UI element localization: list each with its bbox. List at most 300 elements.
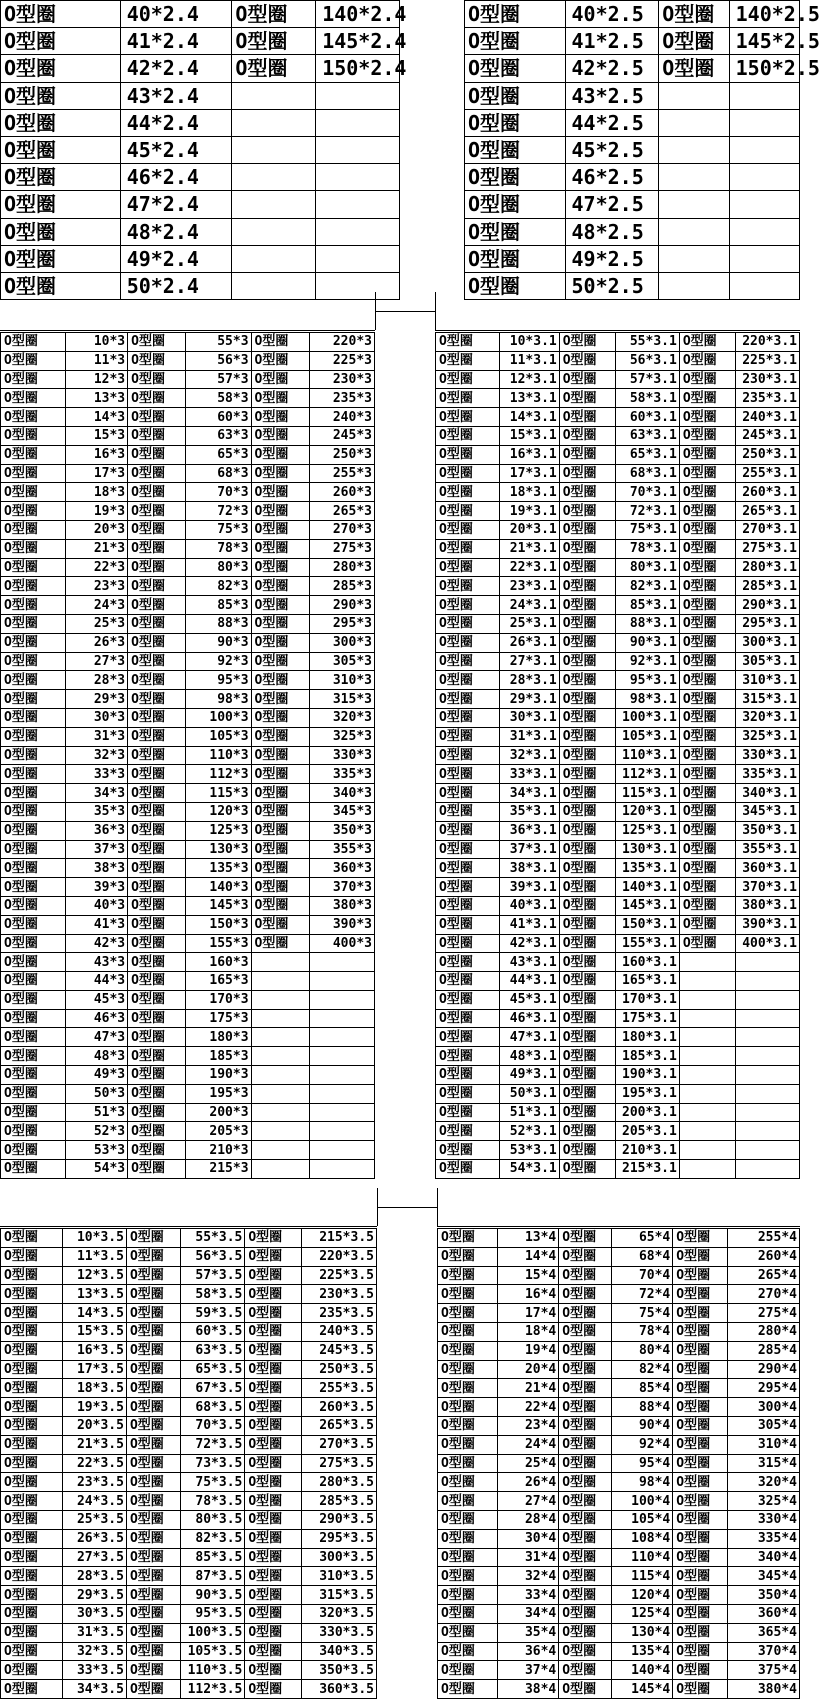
table-row [1, 1586, 377, 1605]
ring-type-cell: O型圈 [128, 1066, 186, 1085]
ring-type-cell: O型圈 [251, 821, 309, 840]
ring-type-cell: O型圈 [126, 1492, 181, 1511]
table-row [436, 464, 800, 483]
ring-type-cell: O型圈 [251, 633, 309, 652]
size-cell: 130*3 [186, 840, 251, 859]
ring-type-cell: O型圈 [245, 1322, 301, 1341]
size-cell: 350*3.1 [736, 821, 800, 840]
size-cell: 40*3 [66, 896, 128, 915]
size-cell: 150*3 [186, 915, 251, 934]
table-row [438, 1360, 800, 1379]
table-row [1, 520, 375, 539]
ring-type-cell: O型圈 [559, 727, 615, 746]
ring-type-cell: O型圈 [1, 1492, 63, 1511]
ring-type-cell: O型圈 [673, 1642, 727, 1661]
size-cell: 105*3.5 [181, 1642, 245, 1661]
table-row [1, 539, 375, 558]
size-cell: 340*3.5 [301, 1642, 376, 1661]
ring-type-cell: O型圈 [128, 765, 186, 784]
ring-type-cell: O型圈 [436, 1141, 500, 1160]
size-cell: 88*3 [186, 614, 251, 633]
ring-type-cell: O型圈 [1, 1529, 63, 1548]
ring-type-cell: O型圈 [438, 1492, 498, 1511]
divider [377, 1188, 378, 1226]
empty-cell [251, 1009, 309, 1028]
empty-cell [232, 164, 316, 191]
ring-type-cell: O型圈 [251, 520, 309, 539]
ring-type-cell: O型圈 [559, 934, 615, 953]
size-cell: 280*3 [309, 558, 374, 577]
size-cell: 255*3.1 [736, 464, 800, 483]
size-cell: 58*3.5 [181, 1285, 245, 1304]
ring-type-cell: O型圈 [128, 746, 186, 765]
divider [437, 1188, 438, 1226]
size-cell: 38*4 [497, 1680, 559, 1699]
ring-type-cell: O型圈 [126, 1416, 181, 1435]
size-cell: 78*3.1 [616, 539, 680, 558]
ring-type-cell: O型圈 [251, 934, 309, 953]
ring-type-cell: O型圈 [673, 1548, 727, 1567]
size-cell: 345*3.1 [736, 802, 800, 821]
size-cell: 295*3.1 [736, 614, 800, 633]
size-cell: 145*3.1 [616, 896, 680, 915]
size-cell: 48*2.5 [565, 218, 659, 245]
table-row [1, 245, 400, 272]
ring-type-cell: O型圈 [673, 1266, 727, 1285]
ring-type-cell: O型圈 [559, 1341, 611, 1360]
ring-type-cell: O型圈 [1, 1009, 66, 1028]
size-cell: 43*2.4 [120, 82, 232, 109]
size-cell: 265*3.1 [736, 502, 800, 521]
ring-type-cell: O型圈 [245, 1360, 301, 1379]
size-cell: 290*4 [727, 1360, 799, 1379]
ring-type-cell: O型圈 [679, 652, 735, 671]
ring-type-cell: O型圈 [679, 483, 735, 502]
size-cell: 235*3.5 [301, 1304, 376, 1323]
section-2-4-2-5 [0, 0, 820, 298]
size-cell: 15*4 [497, 1266, 559, 1285]
size-cell: 75*3.1 [616, 520, 680, 539]
ring-type-cell: O型圈 [438, 1266, 498, 1285]
size-cell: 285*4 [727, 1341, 799, 1360]
ring-type-cell: O型圈 [679, 596, 735, 615]
empty-cell [736, 1084, 800, 1103]
ring-type-cell: O型圈 [436, 765, 500, 784]
table-row [1, 1, 400, 28]
ring-type-cell: O型圈 [1, 972, 66, 991]
size-table-left [0, 1188, 377, 1707]
size-cell: 330*3 [309, 746, 374, 765]
size-cell: 250*3.1 [736, 445, 800, 464]
ring-type-cell: O型圈 [1, 614, 66, 633]
size-cell: 26*3.5 [63, 1529, 127, 1548]
table-row [438, 1398, 800, 1417]
ring-type-cell: O型圈 [559, 1529, 611, 1548]
ring-type-cell: O型圈 [1, 1379, 63, 1398]
size-cell: 310*3 [309, 671, 374, 690]
ring-type-cell: O型圈 [128, 389, 186, 408]
empty-cell [729, 136, 799, 163]
ring-type-cell: O型圈 [559, 1379, 611, 1398]
ring-type-cell: O型圈 [436, 577, 500, 596]
size-cell: 295*3 [309, 614, 374, 633]
size-cell: 210*3 [186, 1141, 251, 1160]
size-cell: 30*4 [497, 1529, 559, 1548]
divider [435, 292, 436, 330]
size-cell: 18*3.1 [499, 483, 559, 502]
ring-type-cell: O型圈 [245, 1379, 301, 1398]
table-row [465, 164, 800, 191]
size-cell: 65*3.1 [616, 445, 680, 464]
ring-type-cell: O型圈 [1, 82, 121, 109]
size-cell: 370*3 [309, 878, 374, 897]
size-cell: 26*4 [497, 1473, 559, 1492]
size-cell: 82*3.5 [181, 1529, 245, 1548]
table-row [1, 1009, 375, 1028]
size-cell: 285*3 [309, 577, 374, 596]
size-cell: 88*3.1 [616, 614, 680, 633]
table-row [436, 539, 800, 558]
table-row [1, 1510, 377, 1529]
ring-type-cell: O型圈 [251, 370, 309, 389]
ring-type-cell: O型圈 [1, 652, 66, 671]
ring-type-cell: O型圈 [436, 351, 500, 370]
ring-type-cell: O型圈 [128, 633, 186, 652]
size-cell: 270*3.5 [301, 1435, 376, 1454]
size-cell: 24*3 [66, 596, 128, 615]
size-cell: 315*3 [309, 690, 374, 709]
ring-type-cell: O型圈 [559, 1416, 611, 1435]
size-cell: 23*3 [66, 577, 128, 596]
size-cell: 360*3.5 [301, 1680, 376, 1699]
size-cell: 300*3.5 [301, 1548, 376, 1567]
size-cell: 280*3.5 [301, 1473, 376, 1492]
table-row [465, 1, 800, 28]
ring-type-cell: O型圈 [559, 1247, 611, 1266]
size-cell: 32*3.5 [63, 1642, 127, 1661]
ring-type-cell: O型圈 [559, 1642, 611, 1661]
size-cell: 47*2.4 [120, 191, 232, 218]
size-cell: 45*3 [66, 990, 128, 1009]
table-row [1, 558, 375, 577]
ring-type-cell: O型圈 [436, 671, 500, 690]
ring-type-cell: O型圈 [559, 1604, 611, 1623]
ring-type-cell: O型圈 [232, 28, 316, 55]
ring-type-cell: O型圈 [438, 1322, 498, 1341]
ring-type-cell: O型圈 [251, 577, 309, 596]
ring-type-cell: O型圈 [1, 746, 66, 765]
size-cell: 98*3 [186, 690, 251, 709]
size-cell: 100*3.1 [616, 708, 680, 727]
size-cell: 23*3.1 [499, 577, 559, 596]
size-cell: 26*3.1 [499, 633, 559, 652]
ring-type-cell: O型圈 [128, 972, 186, 991]
ring-type-cell: O型圈 [465, 272, 566, 299]
ring-type-cell: O型圈 [559, 539, 615, 558]
table-row [1, 1066, 375, 1085]
size-cell: 260*4 [727, 1247, 799, 1266]
size-cell: 41*3.1 [499, 915, 559, 934]
size-cell: 125*3.1 [616, 821, 680, 840]
size-cell: 70*3.5 [181, 1416, 245, 1435]
table-row [1, 1492, 377, 1511]
table-row [1, 802, 375, 821]
empty-cell [659, 218, 729, 245]
ring-type-cell: O型圈 [679, 577, 735, 596]
size-cell: 72*3.1 [616, 502, 680, 521]
empty-cell [232, 82, 316, 109]
size-cell: 340*3.1 [736, 784, 800, 803]
size-cell: 235*3.1 [736, 389, 800, 408]
ring-type-cell: O型圈 [436, 746, 500, 765]
ring-type-cell: O型圈 [1, 1122, 66, 1141]
size-cell: 135*3 [186, 859, 251, 878]
table-row [438, 1416, 800, 1435]
ring-type-cell: O型圈 [1, 802, 66, 821]
size-cell: 250*3.5 [301, 1360, 376, 1379]
table-row [1, 109, 400, 136]
ring-type-cell: O型圈 [251, 878, 309, 897]
size-cell: 220*3 [309, 333, 374, 352]
ring-type-cell: O型圈 [128, 1028, 186, 1047]
size-cell: 80*3.5 [181, 1510, 245, 1529]
ring-type-cell: O型圈 [1, 934, 66, 953]
table-row [438, 1586, 800, 1605]
size-cell: 33*3.5 [63, 1661, 127, 1680]
ring-type-cell: O型圈 [251, 859, 309, 878]
empty-cell [659, 164, 729, 191]
ring-type-cell: O型圈 [438, 1661, 498, 1680]
empty-cell [679, 1103, 735, 1122]
size-cell: 24*3.5 [63, 1492, 127, 1511]
table-title [435, 292, 800, 331]
ring-type-cell: O型圈 [251, 727, 309, 746]
table-row [1, 953, 375, 972]
ring-type-cell: O型圈 [559, 1322, 611, 1341]
size-cell: 67*3.5 [181, 1379, 245, 1398]
table-row [436, 802, 800, 821]
ring-type-cell: O型圈 [436, 1103, 500, 1122]
ring-type-cell: O型圈 [1, 136, 121, 163]
size-cell: 44*2.5 [565, 109, 659, 136]
ring-type-cell: O型圈 [559, 972, 615, 991]
table-row [438, 1473, 800, 1492]
empty-cell [309, 953, 374, 972]
size-grid [0, 0, 407, 300]
size-cell: 42*2.4 [120, 55, 232, 82]
size-cell: 310*3.1 [736, 671, 800, 690]
size-cell: 90*3 [186, 633, 251, 652]
size-cell: 245*3 [309, 426, 374, 445]
empty-cell [729, 109, 799, 136]
ring-type-cell: O型圈 [128, 408, 186, 427]
size-cell: 230*3.1 [736, 370, 800, 389]
size-cell: 220*3.1 [736, 333, 800, 352]
ring-type-cell: O型圈 [438, 1548, 498, 1567]
ring-type-cell: O型圈 [1, 1341, 63, 1360]
size-cell: 70*3.1 [616, 483, 680, 502]
size-cell: 43*3 [66, 953, 128, 972]
size-cell: 205*3.1 [616, 1122, 680, 1141]
ring-type-cell: O型圈 [245, 1266, 301, 1285]
ring-type-cell: O型圈 [673, 1398, 727, 1417]
ring-type-cell: O型圈 [1, 671, 66, 690]
size-cell: 47*3.1 [499, 1028, 559, 1047]
ring-type-cell: O型圈 [128, 802, 186, 821]
size-cell: 360*3.1 [736, 859, 800, 878]
ring-type-cell: O型圈 [1, 1398, 63, 1417]
ring-type-cell: O型圈 [128, 708, 186, 727]
table-row [436, 445, 800, 464]
size-cell: 24*4 [497, 1435, 559, 1454]
size-cell: 21*4 [497, 1379, 559, 1398]
size-cell: 155*3.1 [616, 934, 680, 953]
table-row [438, 1510, 800, 1529]
size-cell: 320*4 [727, 1473, 799, 1492]
table-row [1, 614, 375, 633]
size-cell: 82*3 [186, 577, 251, 596]
table-row [1, 1229, 377, 1248]
ring-type-cell: O型圈 [128, 502, 186, 521]
size-cell: 215*3 [186, 1160, 251, 1179]
table-row [438, 1379, 800, 1398]
ring-type-cell: O型圈 [438, 1454, 498, 1473]
size-cell: 300*4 [727, 1398, 799, 1417]
size-cell: 39*3 [66, 878, 128, 897]
size-cell: 335*4 [727, 1529, 799, 1548]
ring-type-cell: O型圈 [1, 1266, 63, 1285]
ring-type-cell: O型圈 [126, 1266, 181, 1285]
table-row [1, 821, 375, 840]
size-cell: 52*3 [66, 1122, 128, 1141]
table-row [1, 1160, 375, 1179]
size-cell: 140*4 [611, 1661, 673, 1680]
empty-cell [729, 164, 799, 191]
ring-type-cell: O型圈 [559, 671, 615, 690]
ring-type-cell: O型圈 [1, 1604, 63, 1623]
empty-cell [679, 953, 735, 972]
ring-type-cell: O型圈 [436, 464, 500, 483]
ring-type-cell: O型圈 [559, 1229, 611, 1248]
table-row [1, 408, 375, 427]
ring-type-cell: O型圈 [1, 690, 66, 709]
ring-type-cell: O型圈 [1, 483, 66, 502]
table-row [1, 483, 375, 502]
size-cell: 43*2.5 [565, 82, 659, 109]
size-cell: 27*3 [66, 652, 128, 671]
ring-type-cell: O型圈 [126, 1680, 181, 1699]
table-row [436, 1103, 800, 1122]
table-row [436, 633, 800, 652]
table-row [438, 1266, 800, 1285]
size-cell: 340*3 [309, 784, 374, 803]
size-cell: 125*3 [186, 821, 251, 840]
size-cell: 210*3.1 [616, 1141, 680, 1160]
size-cell: 275*3.5 [301, 1454, 376, 1473]
size-cell: 24*3.1 [499, 596, 559, 615]
ring-type-cell: O型圈 [128, 426, 186, 445]
ring-type-cell: O型圈 [559, 690, 615, 709]
ring-type-cell: O型圈 [126, 1567, 181, 1586]
ring-type-cell: O型圈 [436, 408, 500, 427]
table-row [1, 708, 375, 727]
size-cell: 20*3 [66, 520, 128, 539]
size-cell: 56*3.5 [181, 1247, 245, 1266]
ring-type-cell: O型圈 [679, 784, 735, 803]
ring-type-cell: O型圈 [679, 840, 735, 859]
size-cell: 46*2.4 [120, 164, 232, 191]
table-row [1, 1473, 377, 1492]
size-cell: 400*3 [309, 934, 374, 953]
separator [377, 1188, 437, 1208]
empty-cell [736, 1103, 800, 1122]
table-row [438, 1567, 800, 1586]
size-table-left [0, 0, 407, 298]
size-cell: 12*3.1 [499, 370, 559, 389]
ring-type-cell: O型圈 [679, 821, 735, 840]
ring-type-cell: O型圈 [1, 389, 66, 408]
size-cell: 105*3.1 [616, 727, 680, 746]
size-cell: 18*3 [66, 483, 128, 502]
size-cell: 72*3.5 [181, 1435, 245, 1454]
ring-type-cell: O型圈 [1, 1160, 66, 1179]
ring-type-cell: O型圈 [128, 1009, 186, 1028]
ring-type-cell: O型圈 [128, 1084, 186, 1103]
table-row [436, 1084, 800, 1103]
ring-type-cell: O型圈 [1, 859, 66, 878]
ring-type-cell: O型圈 [126, 1473, 181, 1492]
ring-type-cell: O型圈 [126, 1247, 181, 1266]
size-cell: 315*3.5 [301, 1586, 376, 1605]
empty-cell [251, 1103, 309, 1122]
ring-type-cell: O型圈 [679, 690, 735, 709]
table-row [1, 1435, 377, 1454]
table-row [1, 389, 375, 408]
ring-type-cell: O型圈 [465, 245, 566, 272]
ring-type-cell: O型圈 [1, 1661, 63, 1680]
table-row [438, 1247, 800, 1266]
empty-cell [736, 1141, 800, 1160]
size-cell: 215*3.5 [301, 1229, 376, 1248]
ring-type-cell: O型圈 [128, 370, 186, 389]
size-cell: 205*3 [186, 1122, 251, 1141]
table-row [438, 1304, 800, 1323]
table-row [1, 445, 375, 464]
ring-type-cell: O型圈 [436, 1047, 500, 1066]
ring-type-cell: O型圈 [245, 1454, 301, 1473]
size-cell: 150*2.4 [316, 55, 400, 82]
ring-type-cell: O型圈 [1, 1247, 63, 1266]
ring-type-cell: O型圈 [673, 1510, 727, 1529]
size-cell: 18*3.5 [63, 1379, 127, 1398]
table-row [1, 464, 375, 483]
table-row [438, 1341, 800, 1360]
ring-type-cell: O型圈 [438, 1416, 498, 1435]
ring-type-cell: O型圈 [559, 445, 615, 464]
size-cell: 30*3 [66, 708, 128, 727]
ring-type-cell: O型圈 [1, 878, 66, 897]
size-cell: 38*3 [66, 859, 128, 878]
table-row [1, 840, 375, 859]
table-row [1, 972, 375, 991]
ring-type-cell: O型圈 [438, 1435, 498, 1454]
size-cell: 32*4 [497, 1567, 559, 1586]
ring-type-cell: O型圈 [126, 1661, 181, 1680]
size-cell: 17*3.5 [63, 1360, 127, 1379]
table-row [1, 1567, 377, 1586]
table-row [1, 990, 375, 1009]
table-row [1, 1047, 375, 1066]
